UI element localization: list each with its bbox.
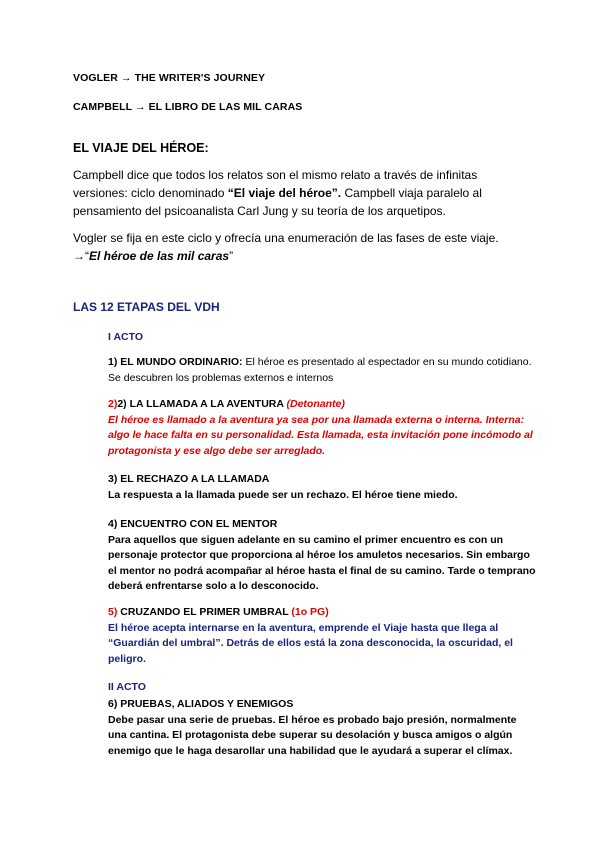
stage-2-heading [108, 397, 538, 413]
stage-6 [108, 697, 538, 759]
intro-p1-text-a: Campbell dice que todos los relatos son el mismo relato a través de infinitas versiones: ciclo denominado [73, 168, 478, 200]
stage-3 [108, 472, 538, 503]
stage-6-title: 6) PRUEBAS, ALIADOS Y ENEMIGOS [108, 698, 294, 710]
intro-paragraph-1 [73, 166, 523, 220]
intro-title: EL VIAJE DEL HÉROE: [73, 141, 209, 155]
intro-p2-text-c: ” [229, 249, 234, 263]
stage-2-tag: (Detonante) [286, 398, 345, 410]
stage-1 [108, 355, 538, 386]
stage-5-text: El héroe acepta internarse en la aventura, emprende el Viaje hasta que llega al “Guardián del umbral”. Detrás de ellos está la zona desconocida, la oscuridad, el peligro. [108, 621, 513, 665]
stage-4-title: 4) ENCUENTRO CON EL MENTOR [108, 518, 278, 530]
header-vogler: VOGLER → THE WRITER'S JOURNEY [73, 72, 266, 84]
stage-5 [108, 605, 538, 667]
intro-p2-book-title: El héroe de las mil caras [89, 249, 230, 263]
intro-p2-text-a: Vogler se fija en este ciclo y ofrecía una enumeración de las fases de este viaje. →“ [73, 231, 499, 263]
stage-2-text: El héroe es llamado a la aventura ya sea por una llamada externa o interna. Interna: algo le hace falta en su personalidad. Esta llamada, esta invitación pone incómodo al protagonista y ese algo debe ser arreglado. [108, 413, 533, 457]
stage-3-title: 3) EL RECHAZO A LA LLAMADA [108, 473, 270, 485]
stage-5-title: CRUZANDO EL PRIMER UMBRAL [120, 606, 292, 618]
section-title: LAS 12 ETAPAS DEL VDH [73, 300, 220, 314]
stage-5-tag: (1o PG) [291, 606, 329, 618]
act-one-label: I ACTO [108, 331, 144, 343]
stage-1-text: El héroe es presentado al espectador en su mundo cotidiano. Se descubren los problemas externos e internos [108, 356, 532, 384]
intro-paragraph-2 [73, 229, 523, 265]
stage-2-title: 2) LA LLAMADA A LA AVENTURA [117, 398, 287, 410]
stage-4-text: Para aquellos que siguen adelante en su camino el primer encuentro es con un personaje protector que proporciona al héroe los amuletos necesarios. Sin embargo el mentor no podrá acompañar al héroe hasta el final de su camino. Tarde o temprano deberá enfrentarse solo a lo desconocido. [108, 533, 536, 592]
stage-2 [108, 397, 538, 459]
intro-p1-highlight: “El viaje del héroe”. [227, 186, 342, 200]
stage-5-heading [108, 605, 538, 621]
header-campbell: CAMPBELL → EL LIBRO DE LAS MIL CARAS [73, 101, 303, 113]
act-two-label: II ACTO [108, 681, 146, 693]
stage-6-text: Debe pasar una serie de pruebas. El héroe es probado bajo presión, normalmente una cantina. El protagonista debe superar su desolación y busca amigos o algún enemigo que le haga desarollar una habilidad que le ayudará a superar el clímax. [108, 713, 517, 757]
intro-p1-text-c: Campbell viaja paralelo al pensamiento del psicoanalista Carl Jung y su teoría de los arquetipos. [73, 186, 482, 218]
stage-1-title: 1) EL MUNDO ORDINARIO: [108, 356, 243, 368]
stage-3-text: La respuesta a la llamada puede ser un rechazo. El héroe tiene miedo. [108, 488, 458, 501]
stage-5-number: 5) [108, 606, 121, 618]
stage-2-number: 2) [108, 398, 118, 410]
stage-4 [108, 517, 538, 595]
